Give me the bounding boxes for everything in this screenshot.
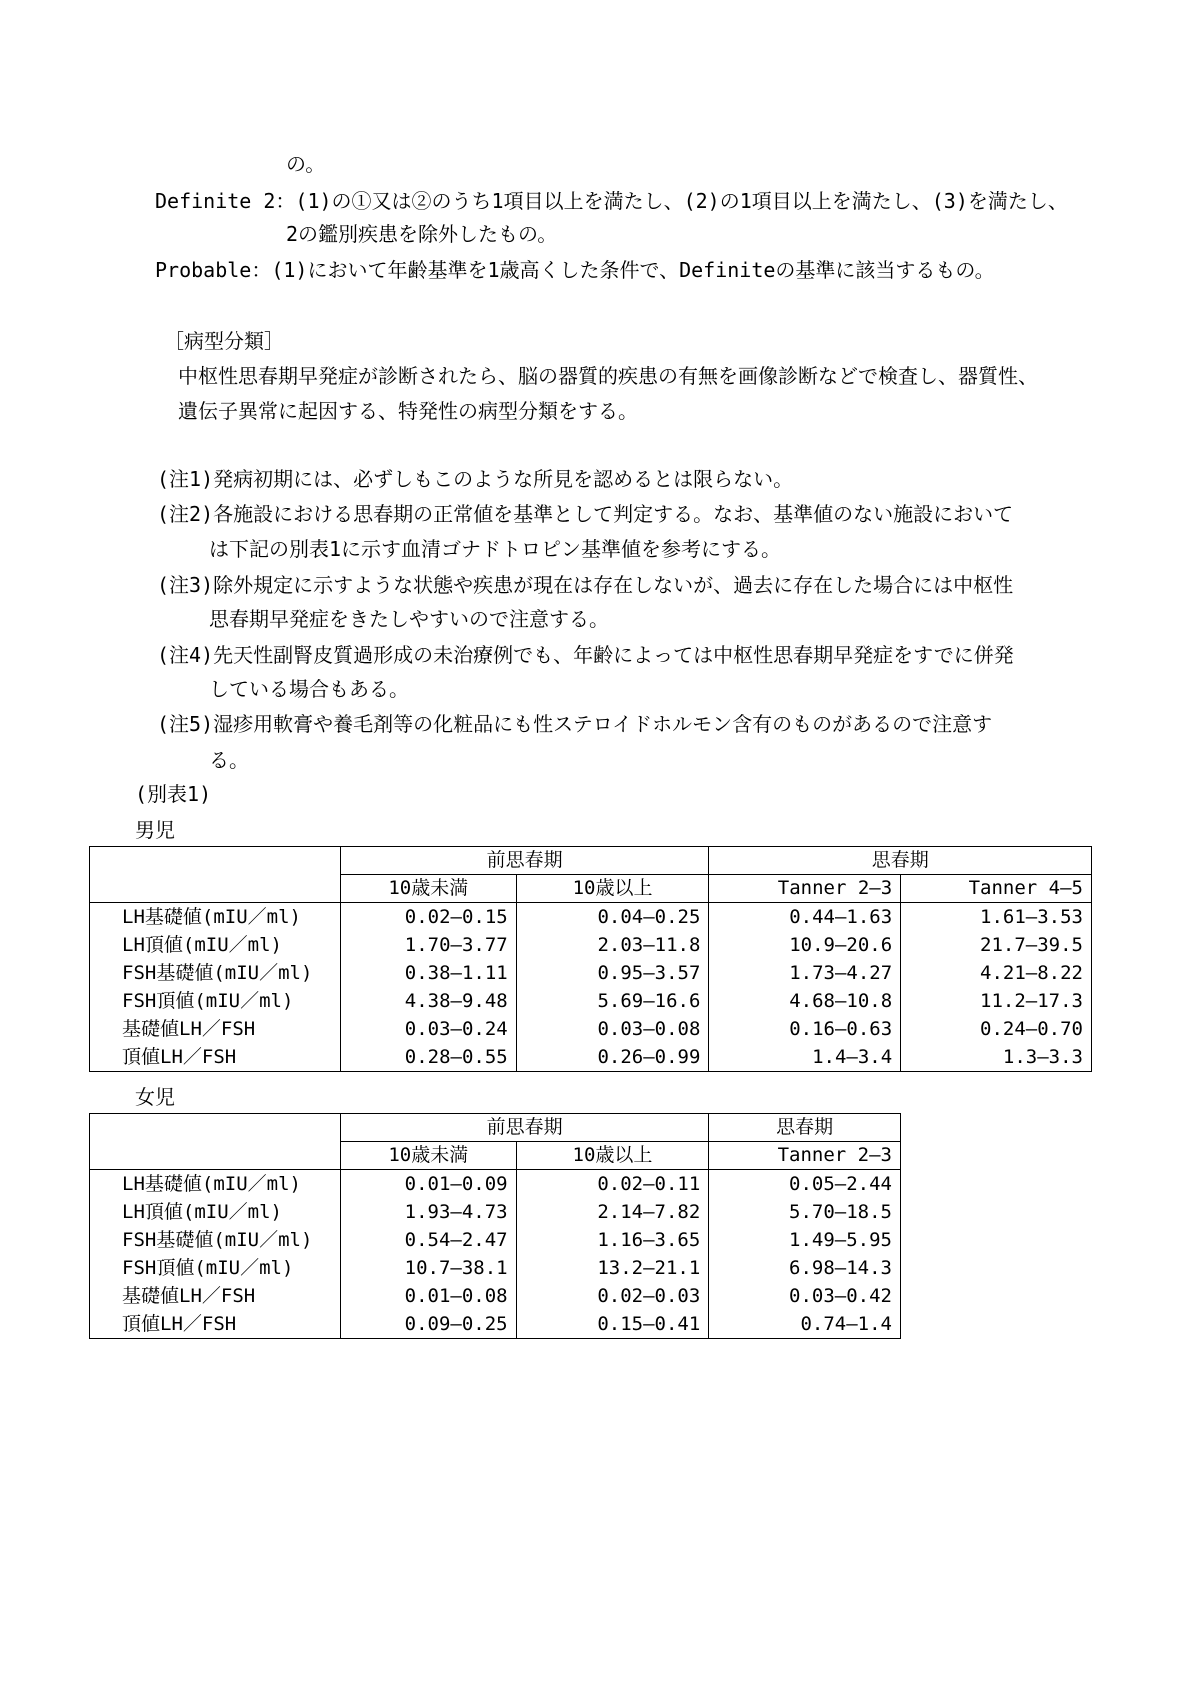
value-cell: 1.93—4.73 (340, 1198, 516, 1226)
value-cell: 1.70—3.77 (340, 931, 516, 959)
value-cell: 5.69—16.6 (516, 987, 709, 1015)
note-5-cont: る。 (209, 748, 249, 772)
table-row (90, 903, 1092, 932)
boys-reference-table (89, 846, 1092, 1072)
group-header: 思春期 (709, 847, 1092, 875)
column-header: 10歳未満 (340, 1142, 516, 1170)
value-cell: 0.04—0.25 (516, 903, 709, 932)
value-cell: 0.01—0.09 (340, 1170, 516, 1199)
note-4-cont: している場合もある。 (209, 677, 409, 701)
value-cell: 0.03—0.42 (709, 1282, 901, 1310)
value-cell: 0.01—0.08 (340, 1282, 516, 1310)
value-cell: 0.03—0.24 (340, 1015, 516, 1043)
value-cell: 0.95—3.57 (516, 959, 709, 987)
definite-2-criteria: Definite 2：(1)の①又は②のうち1項目以上を満たし、(2)の1項目以上を満たし、(3)を満たし、 (155, 189, 1068, 213)
value-cell: 11.2—17.3 (901, 987, 1092, 1015)
section-heading: ［病型分類］ (164, 329, 284, 353)
value-cell: 0.44—1.63 (709, 903, 901, 932)
table-row (90, 959, 1092, 987)
value-cell: 10.7—38.1 (340, 1254, 516, 1282)
table-caption: (別表1) (135, 782, 212, 806)
value-cell: 0.38—1.11 (340, 959, 516, 987)
girls-reference-table (89, 1113, 901, 1339)
value-cell: 4.68—10.8 (709, 987, 901, 1015)
group-header: 前思春期 (340, 847, 709, 875)
value-cell: 0.09—0.25 (340, 1310, 516, 1339)
table-row (90, 1015, 1092, 1043)
value-cell: 5.70—18.5 (709, 1198, 901, 1226)
note-1: (注1)発病初期には、必ずしもこのような所見を認めるとは限らない。 (157, 467, 794, 491)
table-row (90, 1043, 1092, 1072)
row-label: FSH頂値(mIU／ml) (90, 1254, 341, 1282)
row-label: 頂値LH／FSH (90, 1043, 341, 1072)
paragraph-line: 遺伝子異常に起因する、特発性の病型分類をする。 (178, 399, 638, 423)
value-cell: 1.16—3.65 (516, 1226, 709, 1254)
note-4: (注4)先天性副腎皮質過形成の未治療例でも、年齢によっては中枢性思春期早発症をすでに併発 (157, 643, 1014, 667)
note-3: (注3)除外規定に示すような状態や疾患が現在は存在しないが、過去に存在した場合には中枢性 (157, 573, 1014, 597)
text-line: の。 (286, 152, 326, 176)
value-cell: 0.02—0.03 (516, 1282, 709, 1310)
empty-header-cell (90, 1114, 341, 1170)
value-cell: 4.38—9.48 (340, 987, 516, 1015)
table-row (90, 1226, 901, 1254)
girls-heading: 女児 (135, 1085, 175, 1109)
boys-heading: 男児 (135, 818, 175, 842)
value-cell: 10.9—20.6 (709, 931, 901, 959)
column-header: Tanner 2—3 (709, 1142, 901, 1170)
table-row (90, 1170, 901, 1199)
value-cell: 13.2—21.1 (516, 1254, 709, 1282)
row-label: LH基礎値(mIU／ml) (90, 1170, 341, 1199)
value-cell: 0.24—0.70 (901, 1015, 1092, 1043)
value-cell: 0.28—0.55 (340, 1043, 516, 1072)
value-cell: 1.73—4.27 (709, 959, 901, 987)
row-label: 頂値LH／FSH (90, 1310, 341, 1339)
empty-header-cell (90, 847, 341, 903)
value-cell: 6.98—14.3 (709, 1254, 901, 1282)
value-cell: 0.05—2.44 (709, 1170, 901, 1199)
row-label: FSH基礎値(mIU／ml) (90, 1226, 341, 1254)
paragraph-line: 中枢性思春期早発症が診断されたら、脳の器質的疾患の有無を画像診断などで検査し、器質性、 (178, 364, 1038, 388)
value-cell: 0.15—0.41 (516, 1310, 709, 1339)
note-2-cont: は下記の別表1に示す血清ゴナドトロピン基準値を参考にする。 (209, 537, 782, 561)
column-header: 10歳未満 (340, 875, 516, 903)
value-cell: 0.02—0.11 (516, 1170, 709, 1199)
group-header: 前思春期 (340, 1114, 708, 1142)
row-label: FSH頂値(mIU／ml) (90, 987, 341, 1015)
probable-criteria: Probable：(1)において年齢基準を1歳高くした条件で、Definiteの基準に該当するもの。 (155, 258, 995, 282)
row-label: LH頂値(mIU／ml) (90, 1198, 341, 1226)
table-row (90, 1282, 901, 1310)
value-cell: 0.03—0.08 (516, 1015, 709, 1043)
value-cell: 0.54—2.47 (340, 1226, 516, 1254)
value-cell: 1.61—3.53 (901, 903, 1092, 932)
note-5: (注5)湿疹用軟膏や養毛剤等の化粧品にも性ステロイドホルモン含有のものがあるので注意す (157, 712, 993, 736)
row-label: FSH基礎値(mIU／ml) (90, 959, 341, 987)
value-cell: 4.21—8.22 (901, 959, 1092, 987)
column-header: Tanner 4—5 (901, 875, 1092, 903)
note-2: (注2)各施設における思春期の正常値を基準として判定する。なお、基準値のない施設において (157, 502, 1014, 526)
table-row (90, 987, 1092, 1015)
group-header: 思春期 (709, 1114, 901, 1142)
table-row (90, 1198, 901, 1226)
table-row (90, 931, 1092, 959)
value-cell: 21.7—39.5 (901, 931, 1092, 959)
row-label: 基礎値LH／FSH (90, 1015, 341, 1043)
column-header: 10歳以上 (516, 1142, 709, 1170)
value-cell: 0.16—0.63 (709, 1015, 901, 1043)
value-cell: 1.4—3.4 (709, 1043, 901, 1072)
value-cell: 1.49—5.95 (709, 1226, 901, 1254)
row-label: 基礎値LH／FSH (90, 1282, 341, 1310)
table-row (90, 1310, 901, 1339)
table-row (90, 1254, 901, 1282)
column-header: 10歳以上 (516, 875, 709, 903)
note-3-cont: 思春期早発症をきたしやすいので注意する。 (209, 607, 609, 631)
row-label: LH頂値(mIU／ml) (90, 931, 341, 959)
value-cell: 0.26—0.99 (516, 1043, 709, 1072)
value-cell: 1.3—3.3 (901, 1043, 1092, 1072)
text-line: 2の鑑別疾患を除外したもの。 (286, 222, 558, 246)
column-header: Tanner 2—3 (709, 875, 901, 903)
row-label: LH基礎値(mIU／ml) (90, 903, 341, 932)
value-cell: 0.74—1.4 (709, 1310, 901, 1339)
value-cell: 2.14—7.82 (516, 1198, 709, 1226)
value-cell: 2.03—11.8 (516, 931, 709, 959)
value-cell: 0.02—0.15 (340, 903, 516, 932)
